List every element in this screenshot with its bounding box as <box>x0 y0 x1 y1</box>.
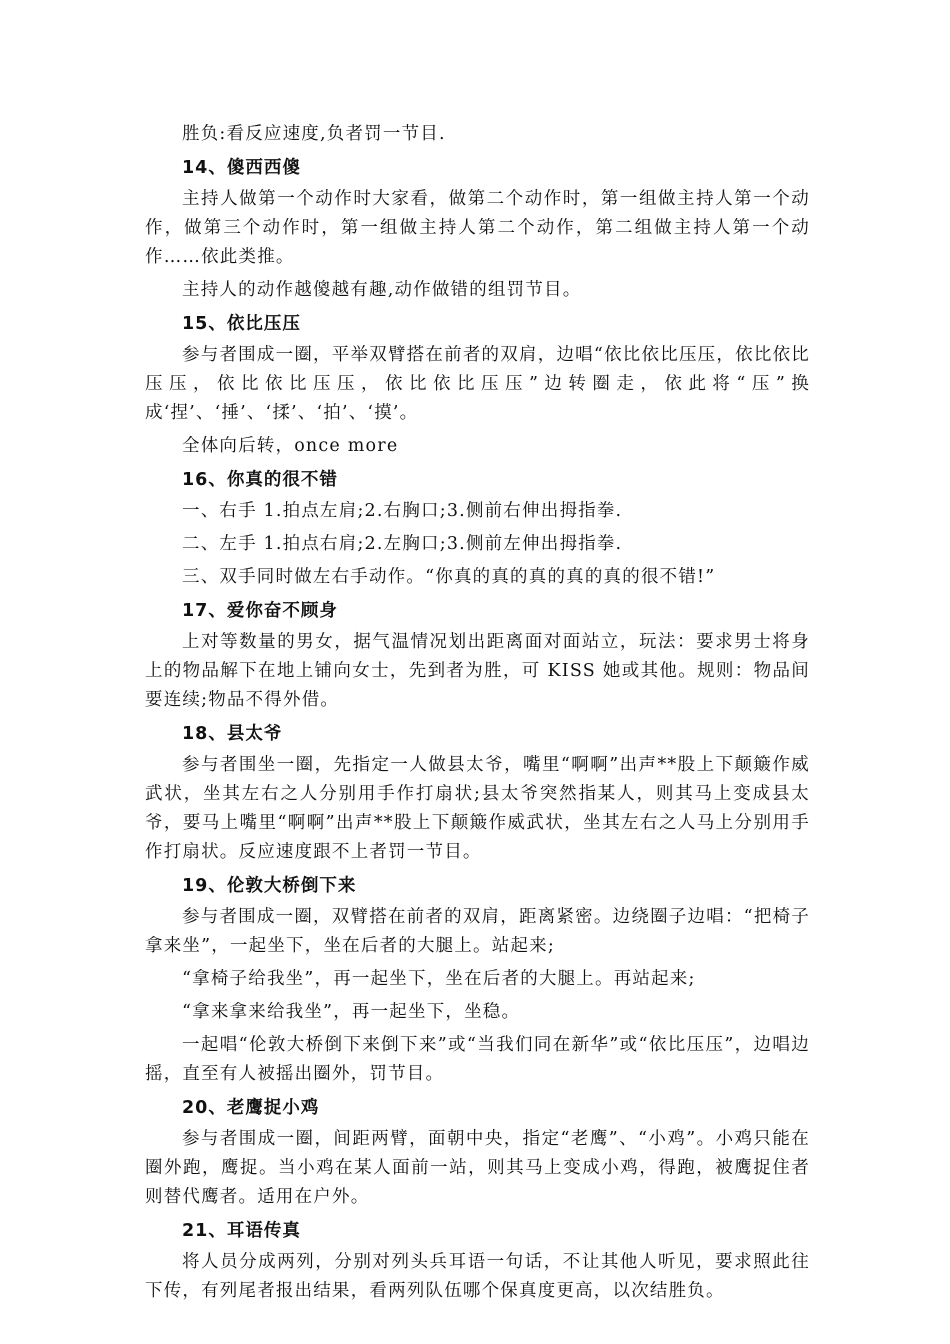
paragraph: “拿椅子给我坐”，再一起坐下，坐在后者的大腿上。再站起来; <box>182 969 696 989</box>
section-heading: 17、爱你奋不顾身 <box>182 601 338 621</box>
section-heading: 21、耳语传真 <box>182 1221 301 1241</box>
paragraph: 参与者围成一圈，双臂搭在前者的双肩，距离紧密。边绕圈子边唱：“把椅子拿来坐”，一起坐下，坐在后者的大腿上。站起来; <box>145 907 810 956</box>
paragraph: 三、双手同时做左右手动作。“你真的真的真的真的真的很不错!” <box>182 567 716 587</box>
paragraph: “拿来拿来给我坐”，再一起坐下，坐稳。 <box>182 1002 521 1022</box>
paragraph: 将人员分成两列，分别对列头兵耳语一句话，不让其他人听见，要求照此往下传，有列尾者报出结果，看两列队伍哪个保真度更高，以次结胜负。 <box>145 1252 810 1301</box>
paragraph: 参与者围成一圈，间距两臂，面朝中央，指定“老鹰”、“小鸡”。小鸡只能在圈外跑，鹰捉。当小鸡在某人面前一站，则其马上变成小鸡，得跑，被鹰捉住者则替代鹰者。适用在户外。 <box>145 1129 810 1207</box>
paragraph: 上对等数量的男女，据气温情况划出距离面对面站立，玩法：要求男士将身上的物品解下在地上铺向女士，先到者为胜，可 KISS 她或其他。规则：物品间要连续;物品不得外借。 <box>145 632 810 710</box>
section-heading: 19、伦敦大桥倒下来 <box>182 876 357 896</box>
paragraph: 主持人的动作越傻越有趣,动作做错的组罚节目。 <box>182 280 582 300</box>
paragraph: 胜负:看反应速度,负者罚一节目. <box>182 124 446 144</box>
paragraph: 主持人做第一个动作时大家看，做第二个动作时，第一组做主持人第一个动作，做第三个动作时，第一组做主持人第二个动作，第二组做主持人第一个动作……依此类推。 <box>145 189 810 267</box>
paragraph: 二、左手 1.拍点右肩;2.左胸口;3.侧前左伸出拇指拳. <box>182 534 623 554</box>
paragraph: 全体向后转，once more <box>182 436 399 456</box>
paragraph: 参与者围成一圈，平举双臂搭在前者的双肩，边唱“依比依比压压，依比依比压压，依比依比压压，依比依比压压”边转圈走，依此将“压”换成‘捏’、‘捶’、‘揉’、‘拍’、‘摸’。 <box>145 345 810 423</box>
paragraph: 参与者围坐一圈，先指定一人做县太爷，嘴里“啊啊”出声**股上下颠簸作威武状，坐其左右之人分别用手作打扇状;县太爷突然指某人，则其马上变成县太爷，要马上嘴里“啊啊”出声**股上下颠簸作威武状，坐其左右之人马上分别用手作打扇状。反应速度跟不上者罚一节目。 <box>145 755 810 862</box>
paragraph: 一、右手 1.拍点左肩;2.右胸口;3.侧前右伸出拇指拳. <box>182 501 623 521</box>
paragraph: 一起唱“伦敦大桥倒下来倒下来”或“当我们同在新华”或“依比压压”，边唱边摇，直至有人被摇出圈外，罚节目。 <box>145 1035 810 1084</box>
section-heading: 20、老鹰捉小鸡 <box>182 1098 320 1118</box>
section-heading: 14、傻西西傻 <box>182 158 301 178</box>
section-heading: 15、依比压压 <box>182 314 301 334</box>
section-heading: 18、县太爷 <box>182 724 283 744</box>
section-heading: 16、你真的很不错 <box>182 470 338 490</box>
document-body <box>145 120 810 1310</box>
